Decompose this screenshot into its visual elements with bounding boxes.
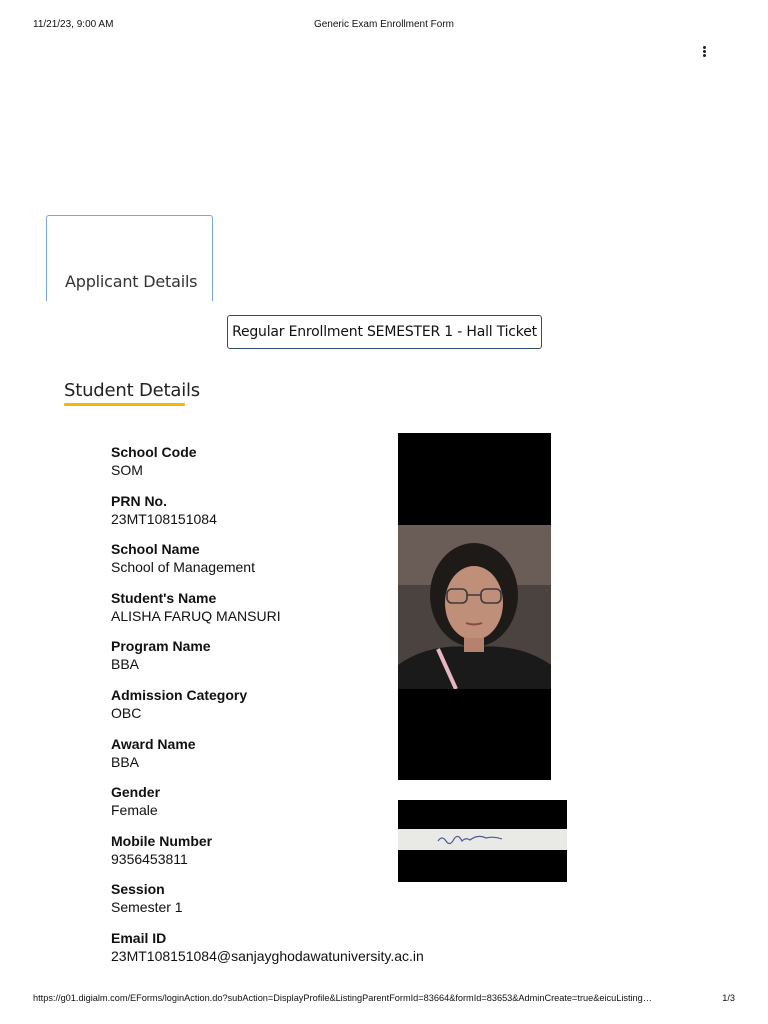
field-mobile-number xyxy=(111,832,401,881)
field-label: PRN No. xyxy=(111,492,167,509)
field-prn-no xyxy=(111,492,401,541)
section-title: Student Details xyxy=(64,380,200,401)
field-value: Semester 1 xyxy=(111,899,183,916)
field-label: Program Name xyxy=(111,638,211,655)
print-timestamp: 11/21/23, 9:00 AM xyxy=(33,19,114,30)
field-value: BBA xyxy=(111,753,140,770)
print-footer-url: https://g01.digialm.com/EForms/loginAction.do?subAction=DisplayProfile&ListingParentFormId=83664&formId=83653&AdminCreate=true&eicuListing… xyxy=(33,993,652,1003)
field-value: SOM xyxy=(111,462,143,478)
student-photo xyxy=(398,433,551,780)
field-label: Session xyxy=(111,881,165,898)
field-label: Gender xyxy=(111,784,161,801)
field-award-name xyxy=(111,735,401,784)
field-program-name xyxy=(111,637,401,686)
field-session xyxy=(111,880,401,929)
field-value: Female xyxy=(111,802,158,819)
field-value: 23MT108151084@sanjayghodawatuniversity.ac.in xyxy=(111,947,424,964)
tab-applicant-details-label: Applicant Details xyxy=(65,272,198,291)
page-number: 1/3 xyxy=(722,993,735,1003)
field-value: School of Management xyxy=(111,559,255,576)
field-value: 9356453811 xyxy=(111,850,188,867)
print-header xyxy=(33,19,735,33)
field-email-id xyxy=(111,929,424,978)
field-label: School Code xyxy=(111,444,197,460)
field-label: Student's Name xyxy=(111,589,217,606)
print-footer xyxy=(33,993,735,1007)
field-gender xyxy=(111,783,401,832)
field-label: Admission Category xyxy=(111,686,248,703)
field-label: Mobile Number xyxy=(111,832,213,849)
hall-ticket-button[interactable]: Regular Enrollment SEMESTER 1 - Hall Ticket xyxy=(227,315,542,349)
field-value: OBC xyxy=(111,704,142,721)
student-details-list xyxy=(111,443,424,978)
field-value: ALISHA FARUQ MANSURI xyxy=(111,607,281,624)
student-signature xyxy=(398,800,567,882)
more-vertical-icon[interactable] xyxy=(699,46,711,60)
field-value: BBA xyxy=(111,656,140,673)
signature-image xyxy=(398,829,567,850)
print-title: Generic Exam Enrollment Form xyxy=(313,19,455,30)
student-photo-image xyxy=(398,525,551,689)
field-label: Award Name xyxy=(111,735,196,752)
field-label: Email ID xyxy=(111,929,167,946)
field-school-code xyxy=(111,443,401,492)
tab-applicant-details[interactable] xyxy=(46,215,213,301)
section-title-underline xyxy=(64,403,185,406)
field-label: School Name xyxy=(111,541,200,558)
field-school-name xyxy=(111,540,401,589)
field-admission-category xyxy=(111,686,401,735)
field-student-name xyxy=(111,589,401,638)
field-value: 23MT108151084 xyxy=(111,510,217,527)
